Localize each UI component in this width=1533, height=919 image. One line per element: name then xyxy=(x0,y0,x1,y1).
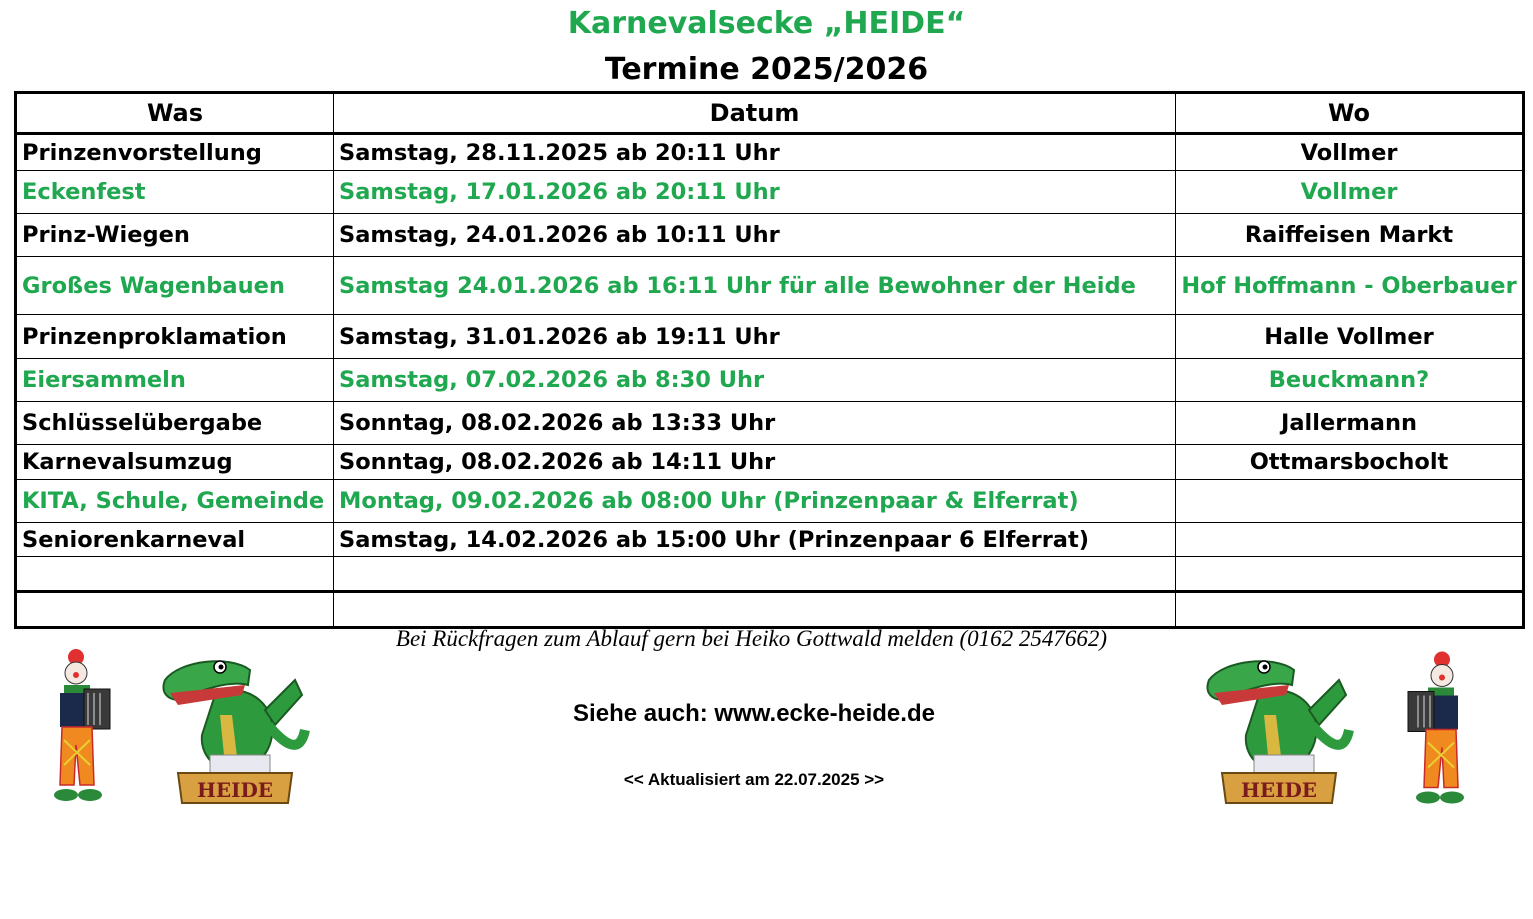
table-row xyxy=(16,214,1524,257)
cell-was: Großes Wagenbauen xyxy=(16,257,334,315)
cell-datum: Sonntag, 08.02.2026 ab 14:11 Uhr xyxy=(334,445,1176,480)
cell-wo: Ottmarsbocholt xyxy=(1176,445,1524,480)
empty-cell xyxy=(334,592,1176,628)
cell-datum: Samstag 24.01.2026 ab 16:11 Uhr für alle Bewohner der Heide xyxy=(334,257,1176,315)
column-header-was: Was xyxy=(16,93,334,134)
cell-datum: Samstag, 31.01.2026 ab 19:11 Uhr xyxy=(334,315,1176,359)
cell-datum: Samstag, 24.01.2026 ab 10:11 Uhr xyxy=(334,214,1176,257)
schedule-table xyxy=(14,91,1525,629)
table-row xyxy=(16,315,1524,359)
table-row xyxy=(16,523,1524,557)
cell-was: Karnevalsumzug xyxy=(16,445,334,480)
cell-datum: Samstag, 28.11.2025 ab 20:11 Uhr xyxy=(334,134,1176,171)
cell-was: KITA, Schule, Gemeinde xyxy=(16,480,334,523)
clown-accordion-icon xyxy=(1390,640,1470,820)
table-header-row xyxy=(16,93,1524,134)
cell-was: Eiersammeln xyxy=(16,359,334,402)
see-also-link[interactable]: Siehe auch: www.ecke-heide.de xyxy=(573,700,935,727)
table-row xyxy=(16,359,1524,402)
table-row xyxy=(16,257,1524,315)
cell-wo xyxy=(1176,480,1524,523)
cell-was: Eckenfest xyxy=(16,171,334,214)
table-row xyxy=(16,402,1524,445)
cell-was: Prinzenproklamation xyxy=(16,315,334,359)
empty-cell xyxy=(1176,592,1524,628)
cell-datum: Montag, 09.02.2026 ab 08:00 Uhr (Prinzenpaar & Elferrat) xyxy=(334,480,1176,523)
column-header-datum: Datum xyxy=(334,93,1176,134)
cell-wo xyxy=(1176,523,1524,557)
empty-cell xyxy=(16,592,334,628)
cell-wo: Vollmer xyxy=(1176,171,1524,214)
svg-text:HEIDE: HEIDE xyxy=(196,778,274,802)
contact-note: Bei Rückfragen zum Ablauf gern bei Heiko Gottwald melden (0162 2547662) xyxy=(395,626,1108,651)
cell-datum: Samstag, 17.01.2026 ab 20:11 Uhr xyxy=(334,171,1176,214)
cell-was: Prinz-Wiegen xyxy=(16,214,334,257)
cell-wo: Halle Vollmer xyxy=(1176,315,1524,359)
cell-wo: Hof Hoffmann - Oberbauer xyxy=(1176,257,1524,315)
crocodile-heide-mascot-icon xyxy=(1204,655,1354,807)
table-row xyxy=(16,134,1524,171)
empty-cell xyxy=(16,557,334,592)
cell-wo: Raiffeisen Markt xyxy=(1176,214,1524,257)
page-subtitle: Termine 2025/2026 xyxy=(604,52,929,87)
cell-datum: Sonntag, 08.02.2026 ab 13:33 Uhr xyxy=(334,402,1176,445)
cell-wo: Beuckmann? xyxy=(1176,359,1524,402)
table-row-empty xyxy=(16,557,1524,592)
table-row xyxy=(16,480,1524,523)
cell-was: Schlüsselübergabe xyxy=(16,402,334,445)
cell-wo: Jallermann xyxy=(1176,402,1524,445)
table-row xyxy=(16,445,1524,480)
cell-datum: Samstag, 14.02.2026 ab 15:00 Uhr (Prinzenpaar 6 Elferrat) xyxy=(334,523,1176,557)
empty-cell xyxy=(334,557,1176,592)
table-row xyxy=(16,171,1524,214)
updated-note: << Aktualisiert am 22.07.2025 >> xyxy=(623,770,885,789)
cell-was: Prinzenvorstellung xyxy=(16,134,334,171)
clown-accordion-icon xyxy=(48,645,128,810)
page-title: Karnevalsecke „HEIDE“ xyxy=(567,6,966,41)
column-header-wo: Wo xyxy=(1176,93,1524,134)
crocodile-heide-mascot-icon xyxy=(160,655,310,807)
cell-datum: Samstag, 07.02.2026 ab 8:30 Uhr xyxy=(334,359,1176,402)
cell-wo: Vollmer xyxy=(1176,134,1524,171)
empty-cell xyxy=(1176,557,1524,592)
table-row-empty xyxy=(16,592,1524,628)
svg-text:HEIDE: HEIDE xyxy=(1240,778,1318,802)
cell-was: Seniorenkarneval xyxy=(16,523,334,557)
